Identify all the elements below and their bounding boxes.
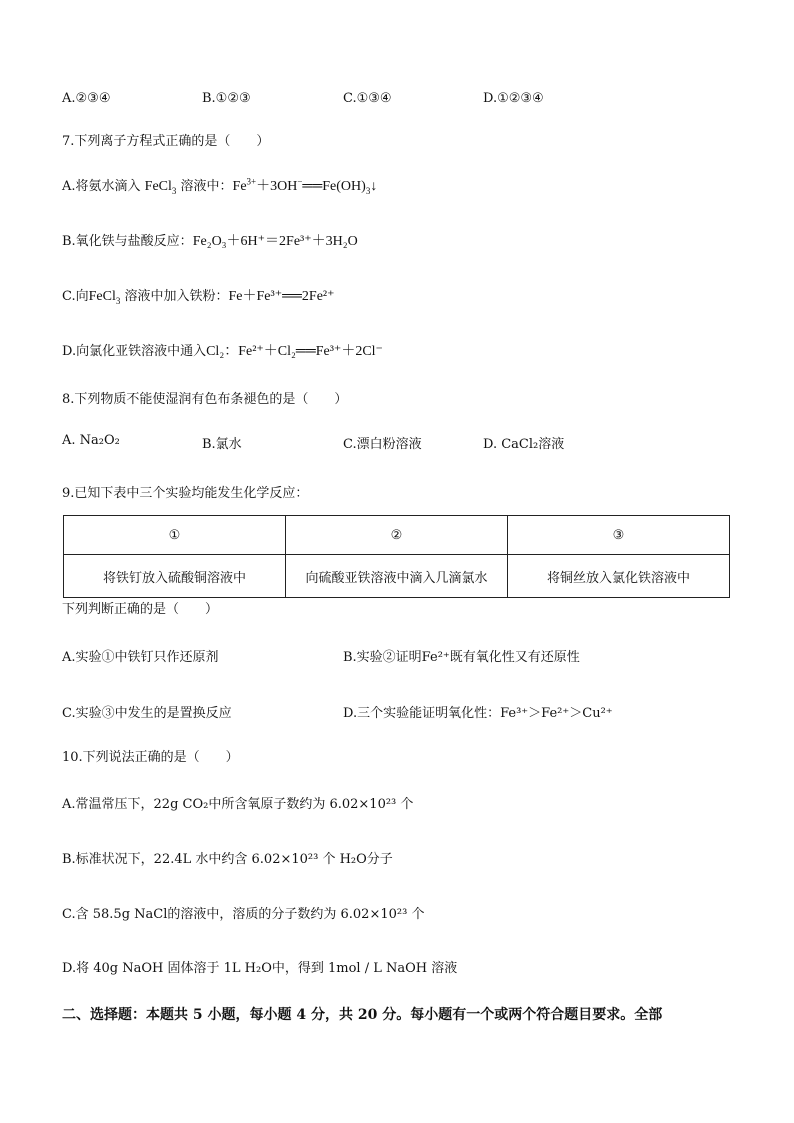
q6-option-a: A.②③④ xyxy=(62,91,111,106)
section-2-heading: 二、选择题：本题共 5 小题，每小题 4 分，共 20 分。每小题有一个或两个符合题目要求。全部 xyxy=(62,1007,663,1023)
q10-option-c: C.含 58.5g NaCl的溶液中，溶质的分子数约为 6.02×10²³ 个 xyxy=(62,907,425,922)
table-header-1: ① xyxy=(64,516,286,555)
q8-option-d: D. CaCl₂溶液 xyxy=(483,437,565,452)
q6-option-d: D.①②③④ xyxy=(483,91,544,106)
q10-option-a: A.常温常压下，22g CO₂中所含氧原子数约为 6.02×10²³ 个 xyxy=(62,797,414,812)
table-header-2: ② xyxy=(286,516,508,555)
q9-option-b: B.实验②证明Fe²⁺既有氧化性又有还原性 xyxy=(343,650,580,665)
q7-option-c: C.向FeCl$_3$ 溶液中加入铁粉：Fe＋Fe³⁺══2Fe²⁺ xyxy=(62,289,335,306)
q9-stem: 9.已知下表中三个实验均能发生化学反应： xyxy=(62,486,309,501)
q8-option-a: A. Na₂O₂ xyxy=(62,433,120,448)
q7-option-a: A.将氨水滴入 FeCl$_3$ 溶液中：$Fe^{3+}+3OH^-══Fe(OH)_3↓$ xyxy=(62,176,378,196)
q8-stem: 8.下列物质不能使湿润有色布条褪色的是（ ） xyxy=(62,392,348,407)
q6-option-b: B.①②③ xyxy=(202,91,251,106)
q10-option-b: B.标准状况下，22.4L 水中约含 6.02×10²³ 个 H₂O分子 xyxy=(62,852,393,867)
q7-stem: 7.下列离子方程式正确的是（ ） xyxy=(62,134,270,149)
table-cell-2: 向硫酸亚铁溶液中滴入几滴氯水 xyxy=(286,555,508,598)
q9-option-d: D.三个实验能证明氧化性：Fe³⁺＞Fe²⁺＞Cu²⁺ xyxy=(343,706,613,721)
table-cell-3: 将铜丝放入氯化铁溶液中 xyxy=(508,555,730,598)
q9-option-a: A.实验①中铁钉只作还原剂 xyxy=(62,650,219,665)
q10-option-d: D.将 40g NaOH 固体溶于 1L H₂O中，得到 1mol / L NaOH 溶液 xyxy=(62,961,458,976)
q8-option-c: C.漂白粉溶液 xyxy=(343,437,422,452)
q9-option-c: C.实验③中发生的是置换反应 xyxy=(62,706,232,721)
table-header-3: ③ xyxy=(508,516,730,555)
q9-subquestion: 下列判断正确的是（ ） xyxy=(62,602,219,617)
experiment-table xyxy=(63,515,730,598)
q7-option-d: D.向氯化亚铁溶液中通入Cl₂：Fe²⁺＋Cl₂══Fe³⁺＋2Cl⁻ xyxy=(62,344,383,359)
table-cell-1: 将铁钉放入硫酸铜溶液中 xyxy=(64,555,286,598)
q8-option-b: B.氯水 xyxy=(202,437,242,452)
q10-stem: 10.下列说法正确的是（ ） xyxy=(62,750,239,765)
q6-option-c: C.①③④ xyxy=(343,91,392,106)
q7-option-b: B.氧化铁与盐酸反应：Fe₂O₃＋6H⁺＝2Fe³⁺＋3H₂O xyxy=(62,234,358,249)
